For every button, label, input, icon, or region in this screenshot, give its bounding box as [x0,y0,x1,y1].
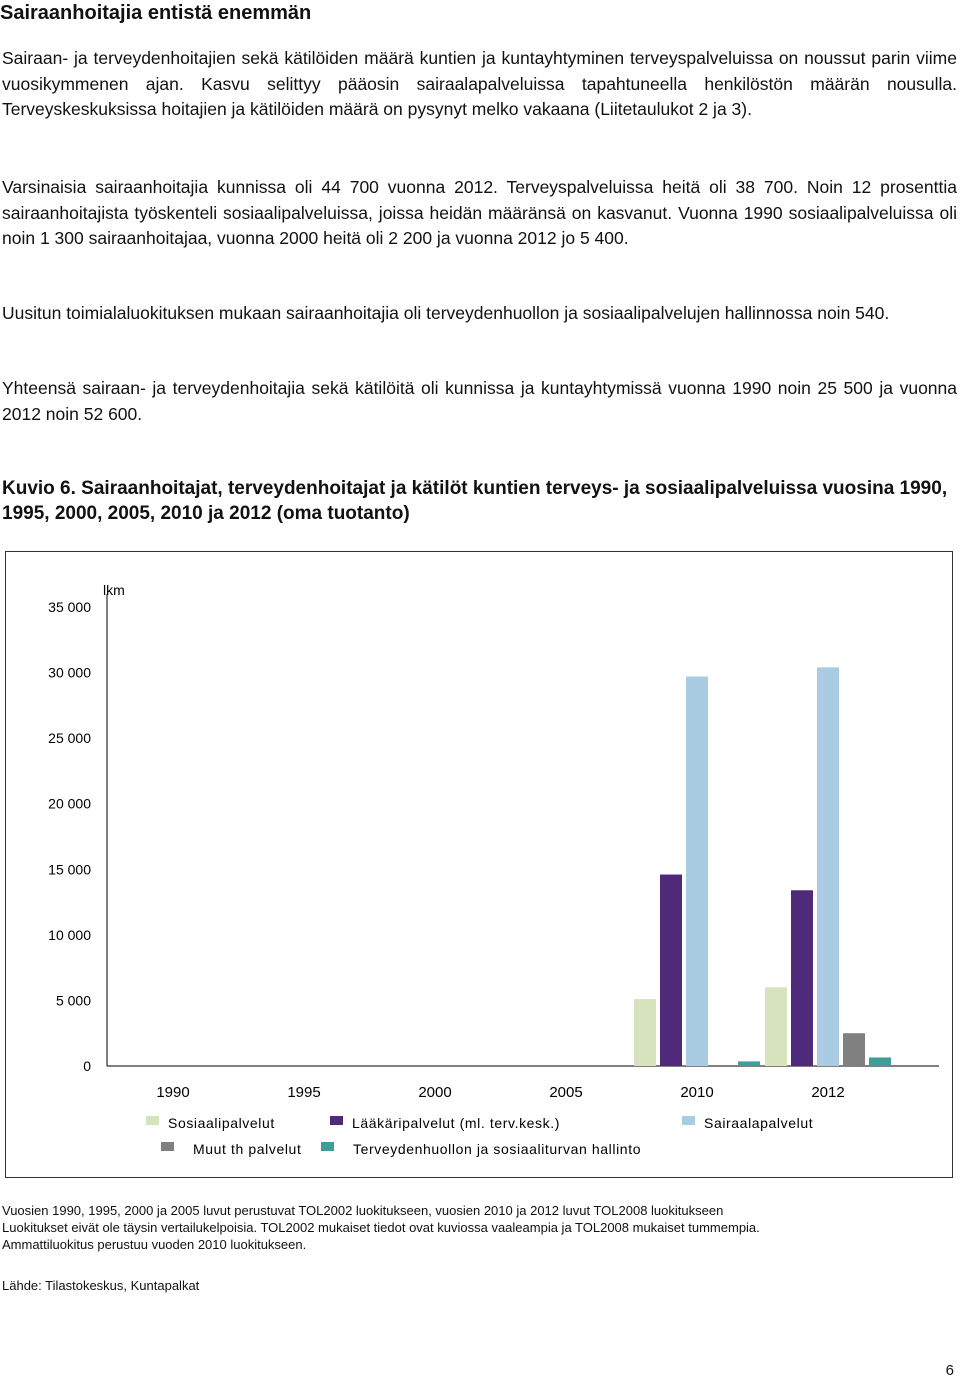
y-tick-label: 10 000 [48,926,91,943]
bar [817,667,839,1066]
x-tick-label: 2012 [811,1084,845,1101]
note-line: Vuosien 1990, 1995, 2000 ja 2005 luvut perustuvat TOL2002 luokitukseen, vuosien 2010 ja 2012 luvut TOL2008 luokitukseen [2,1203,724,1218]
bar [660,875,682,1066]
legend-label: Terveydenhuollon ja sosiaaliturvan hallinto [353,1141,642,1157]
note-line: Ammattiluokitus perustuu vuoden 2010 luokitukseen. [2,1237,307,1252]
legend-swatch [682,1116,695,1125]
x-tick-label: 2000 [418,1084,452,1101]
x-tick-label: 1995 [287,1084,321,1101]
bar [686,677,708,1066]
legend-swatch [146,1116,159,1125]
bar-chart [6,552,952,1177]
legend-label: Sairaalapalvelut [704,1115,814,1131]
body-paragraph: Varsinaisia sairaanhoitajia kunnissa oli 44 700 vuonna 2012. Terveyspalveluissa heitä oli 38 700. Noin 12 prosenttia sairaanhoitajista työskenteli sosiaalipalveluissa, joissa heidän määränsä on kasvanut. Vuonna 1990 sosiaalipalveluissa oli noin 1 300 sairaanhoitajaa, vuonna 2000 heitä oli 2 200 ja vuonna 2012 jo 5 400. [2,177,957,248]
y-tick-label: 0 [83,1058,91,1074]
bar [738,1061,760,1066]
legend-label: Muut th palvelut [193,1141,302,1157]
y-tick-label: 25 000 [48,730,91,747]
x-tick-label: 2005 [549,1084,583,1101]
bar [634,999,656,1066]
y-tick-label: 5 000 [55,992,91,1009]
chart-frame [5,551,953,1178]
legend-swatch [161,1142,174,1151]
body-paragraph: Sairaan- ja terveydenhoitajien sekä kätilöiden määrä kuntien ja kuntayhtyminen terveyspalveluissa on noussut parin viime vuosikymmenen ajan. Kasvu selittyy pääosin sairaalapalveluissa tapahtuneella henkilöstön määrän nousulla. Terveyskeskuksissa hoitajien ja kätilöiden määrä on pysynyt melko vakaana (Liitetaulukot 2 ja 3). [2,48,957,119]
section-heading: Sairaanhoitajia entistä enemmän [0,2,312,24]
figure-caption: Kuvio 6. Sairaanhoitajat, terveydenhoitajat ja kätilöt kuntien terveys- ja sosiaalipalveluissa vuosina 1990, 1995, 2000, 2005, 2010 ja 2012 (oma tuotanto) [2,478,948,524]
bar [869,1057,891,1066]
source-line: Lähde: Tilastokeskus, Kuntapalkat [2,1278,200,1293]
bar [843,1033,865,1066]
bar [791,890,813,1066]
body-paragraph: Yhteensä sairaan- ja terveydenhoitajia sekä kätilöitä oli kunnissa ja kuntayhtymissä vuonna 1990 noin 25 500 ja vuonna 2012 noin 52 600. [2,378,957,424]
figure-notes [2,1202,957,1253]
body-paragraph: Uusitun toimialaluokituksen mukaan sairaanhoitajia oli terveydenhuollon ja sosiaalipalvelujen hallinnossa noin 540. [2,303,890,323]
legend-label: Lääkäripalvelut (ml. terv.kesk.) [352,1115,561,1131]
x-tick-label: 1990 [156,1084,190,1101]
bar [765,987,787,1066]
legend-label: Sosiaalipalvelut [168,1115,275,1131]
legend-swatch [330,1116,343,1125]
y-tick-label: 35 000 [48,599,91,615]
note-line: Luokitukset eivät ole täysin vertailukelpoisia. TOL2002 mukaiset tiedot ovat kuviossa vaaleampia ja TOL2008 mukaiset tummempia. [2,1220,760,1235]
y-tick-label: 20 000 [48,795,91,812]
y-tick-label: 30 000 [48,664,91,681]
y-tick-label: 15 000 [48,861,91,878]
legend-swatch [321,1142,334,1151]
x-tick-label: 2010 [680,1084,714,1101]
y-axis-label: lkm [103,582,125,598]
page-number: 6 [945,1362,954,1379]
